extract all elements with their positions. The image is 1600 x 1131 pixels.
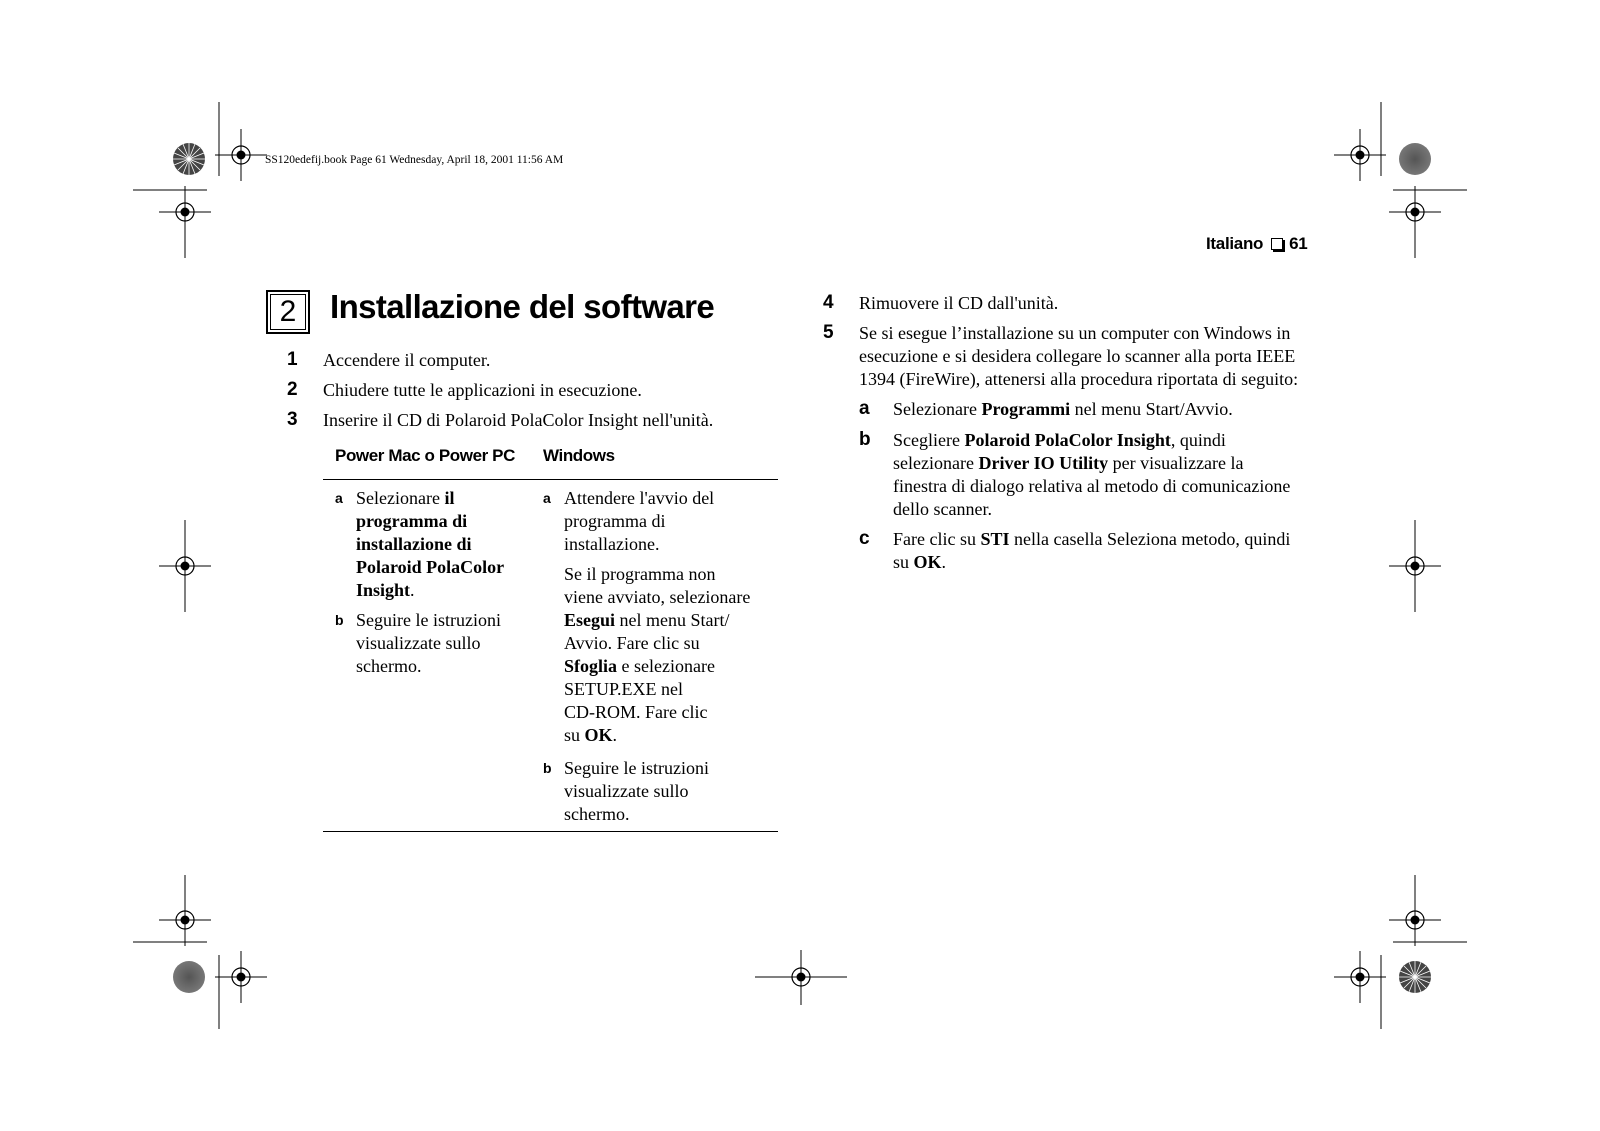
step-5-text: Se si esegue l’installazione su un computer con Windows in esecuzione e si desidera collegare lo scanner alla porta IEEE 1394 (FireWire), attenersi alla procedura riportata di seguito: [859, 323, 1299, 389]
step-text: Chiudere tutte le applicazioni in esecuzione. [323, 380, 642, 400]
table-header-mac: Power Mac o Power PC [335, 446, 515, 465]
page-number: 61 [1289, 234, 1308, 253]
step-5c-text: Fare clic su STI nella casella Seleziona metodo, quindi su OK. [893, 529, 1291, 572]
step-text: Rimuovere il CD dall'unità. [859, 293, 1059, 313]
table-header-rule [323, 479, 778, 480]
sublist-letter: c [859, 528, 870, 549]
windows-step-b: Seguire le istruzioni visualizzate sullo schermo. [564, 758, 709, 824]
sublist-letter: a [859, 398, 870, 419]
windows-note: Se il programma non viene avviato, selezionare Esegui nel menu Start/ Avvio. Fare clic su Sfoglia e selezionare SETUP.EXE nel CD-ROM. Fare clic su OK. [564, 564, 751, 745]
table-bottom-rule [323, 831, 778, 832]
mac-step-b: Seguire le istruzioni visualizzate sullo schermo. [356, 610, 501, 676]
chapter-number-box: 2 [266, 290, 310, 334]
sublist-letter: b [543, 760, 552, 776]
sublist-letter: b [335, 612, 344, 628]
step-number: 2 [287, 379, 298, 400]
step-text: Inserire il CD di Polaroid PolaColor Insight nell'unità. [323, 410, 714, 430]
table-header-windows: Windows [543, 446, 615, 465]
step-number: 4 [823, 292, 834, 313]
step-5b-text: Scegliere Polaroid PolaColor Insight, quindi selezionare Driver IO Utility per visualizzare la finestra di dialogo relativa al metodo di comunicazione dello scanner. [893, 430, 1291, 519]
step-number: 5 [823, 322, 834, 343]
header-language: Italiano [1206, 234, 1264, 253]
step-number: 3 [287, 409, 298, 430]
sublist-letter: a [335, 490, 343, 506]
chapter-title: Installazione del software [330, 288, 715, 325]
sublist-letter: b [859, 429, 871, 450]
mac-step-a: Selezionare il programma di installazione di Polaroid PolaColor Insight. [356, 488, 505, 600]
print-slug: SS120edefij.book Page 61 Wednesday, April 18, 2001 11:56 AM [265, 154, 564, 166]
step-text: Accendere il computer. [323, 350, 491, 370]
windows-step-a: Attendere l'avvio del programma di installazione. [564, 488, 715, 554]
box-bullet-icon [1271, 238, 1283, 250]
running-header [1206, 234, 1307, 254]
sublist-letter: a [543, 490, 551, 506]
step-5a-text: Selezionare Programmi nel menu Start/Avvio. [893, 399, 1233, 419]
step-number: 1 [287, 349, 298, 370]
